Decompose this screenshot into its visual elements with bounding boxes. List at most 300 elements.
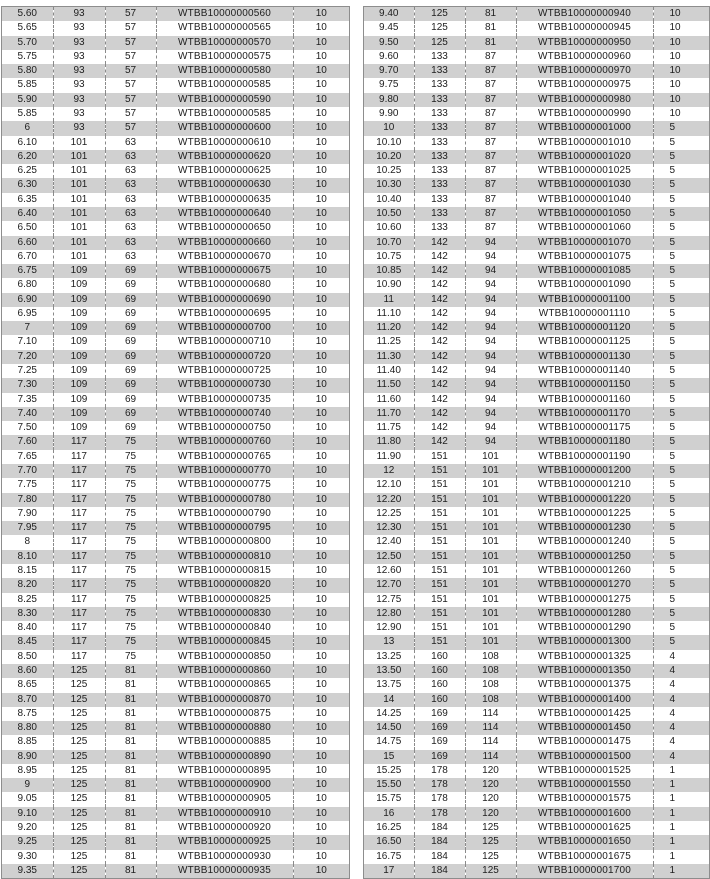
table-row (2, 21, 349, 35)
code-cell: WTBB10000001350 (516, 664, 653, 678)
left-table-body (2, 7, 349, 878)
diameter-cell: 10.20 (364, 150, 414, 164)
qty-cell: 5 (653, 635, 709, 649)
col2-cell: 93 (53, 7, 105, 21)
diameter-cell: 11.25 (376, 336, 401, 348)
code-cell: WTBB10000000580 (156, 64, 293, 78)
col2-cell: 109 (53, 321, 105, 335)
qty-cell: 5 (653, 193, 709, 207)
qty-cell: 10 (293, 821, 349, 835)
qty-cell: 1 (653, 807, 709, 821)
col3-cell: 94 (465, 293, 516, 307)
col3-cell: 63 (105, 178, 156, 192)
code-cell: WTBB10000000620 (156, 150, 293, 164)
code-cell: WTBB10000000885 (156, 735, 293, 749)
diameter-cell: 6.80 (17, 279, 37, 291)
diameter-cell: 6.35 (17, 193, 37, 205)
code-cell: WTBB10000001085 (516, 264, 653, 278)
right-spec-table (364, 7, 709, 878)
col3-cell: 114 (465, 707, 516, 721)
diameter-cell: 12.60 (376, 564, 402, 576)
col3-cell: 120 (465, 792, 516, 806)
col3-cell: 108 (465, 664, 516, 678)
col3-cell: 101 (465, 593, 516, 607)
qty-cell: 10 (293, 493, 349, 507)
col3-cell: 94 (465, 393, 516, 407)
code-cell: WTBB10000001650 (516, 835, 653, 849)
col3-cell: 94 (465, 321, 516, 335)
table-row (364, 578, 709, 592)
col2-cell: 125 (53, 807, 105, 821)
qty-cell: 10 (293, 621, 349, 635)
code-cell: WTBB10000001600 (516, 807, 653, 821)
qty-cell: 10 (293, 221, 349, 235)
table-row (364, 250, 709, 264)
qty-cell: 10 (293, 607, 349, 621)
col2-cell: 178 (414, 807, 465, 821)
table-row (364, 435, 709, 449)
qty-cell: 4 (653, 750, 709, 764)
code-cell: WTBB10000000710 (156, 335, 293, 349)
col3-cell: 87 (465, 121, 516, 135)
col3-cell: 81 (465, 21, 516, 35)
col2-cell: 93 (53, 121, 105, 135)
diameter-cell: 5.90 (2, 93, 53, 107)
qty-cell: 10 (653, 7, 709, 21)
diameter-cell: 7 (2, 321, 53, 335)
col3-cell: 57 (105, 7, 156, 21)
table-row (364, 807, 709, 821)
code-cell: WTBB10000000960 (516, 50, 653, 64)
table-row (2, 350, 349, 364)
table-row (364, 693, 709, 707)
code-cell: WTBB10000000640 (156, 207, 293, 221)
qty-cell: 10 (293, 450, 349, 464)
table-row (2, 364, 349, 378)
diameter-cell: 12.10 (376, 479, 402, 491)
qty-cell: 1 (653, 764, 709, 778)
table-row (364, 178, 709, 192)
col3-cell: 87 (465, 64, 516, 78)
code-cell: WTBB10000001175 (516, 421, 653, 435)
col2-cell: 142 (414, 264, 465, 278)
col2-cell: 133 (414, 221, 465, 235)
code-cell: WTBB10000000635 (156, 193, 293, 207)
diameter-cell: 11.75 (376, 422, 401, 434)
code-cell: WTBB10000000840 (156, 621, 293, 635)
col2-cell: 142 (414, 293, 465, 307)
table-row (2, 250, 349, 264)
code-cell: WTBB10000001070 (516, 236, 653, 250)
code-cell: WTBB10000000890 (156, 750, 293, 764)
table-row (2, 564, 349, 578)
table-row (364, 335, 709, 349)
col2-cell: 133 (414, 150, 465, 164)
table-row (364, 293, 709, 307)
code-cell: WTBB10000001325 (516, 650, 653, 664)
table-row (364, 650, 709, 664)
table-row (364, 864, 709, 878)
diameter-cell: 8.80 (2, 721, 53, 735)
col3-cell: 69 (105, 421, 156, 435)
qty-cell: 4 (653, 693, 709, 707)
code-cell: WTBB10000000650 (156, 221, 293, 235)
code-cell: WTBB10000000830 (156, 607, 293, 621)
col3-cell: 81 (105, 750, 156, 764)
diameter-cell: 6.90 (2, 293, 53, 307)
diameter-cell: 6 (2, 121, 53, 135)
col3-cell: 81 (465, 36, 516, 50)
col2-cell: 109 (53, 407, 105, 421)
diameter-cell: 8.15 (17, 564, 37, 576)
table-row (2, 464, 349, 478)
col2-cell: 160 (414, 678, 465, 692)
qty-cell: 10 (293, 93, 349, 107)
qty-cell: 5 (653, 221, 709, 235)
col3-cell: 57 (105, 121, 156, 135)
code-cell: WTBB10000001260 (516, 564, 653, 578)
diameter-cell: 11.50 (364, 378, 414, 392)
qty-cell: 5 (653, 421, 709, 435)
code-cell: WTBB10000001375 (516, 678, 653, 692)
diameter-cell: 6.30 (2, 178, 53, 192)
code-cell: WTBB10000001575 (516, 792, 653, 806)
col2-cell: 133 (414, 178, 465, 192)
code-cell: WTBB10000000975 (516, 78, 653, 92)
diameter-cell: 7.30 (2, 378, 53, 392)
code-cell: WTBB10000001525 (516, 764, 653, 778)
diameter-cell: 8.70 (2, 693, 53, 707)
code-cell: WTBB10000001475 (516, 735, 653, 749)
col3-cell: 101 (465, 464, 516, 478)
col3-cell: 94 (465, 307, 516, 321)
col2-cell: 133 (414, 164, 465, 178)
col2-cell: 125 (53, 707, 105, 721)
col2-cell: 133 (414, 136, 465, 150)
col2-cell: 101 (53, 221, 105, 235)
col3-cell: 94 (465, 335, 516, 349)
col2-cell: 117 (53, 464, 105, 478)
qty-cell: 10 (293, 178, 349, 192)
diameter-cell: 7.25 (17, 365, 37, 377)
col3-cell: 87 (465, 193, 516, 207)
qty-cell: 5 (653, 578, 709, 592)
col2-cell: 142 (414, 321, 465, 335)
table-row (2, 164, 349, 178)
col2-cell: 133 (414, 64, 465, 78)
table-row (364, 635, 709, 649)
col3-cell: 101 (465, 564, 516, 578)
diameter-cell: 9.50 (364, 36, 414, 50)
diameter-cell: 6.70 (17, 250, 37, 262)
col2-cell: 151 (414, 635, 465, 649)
col2-cell: 93 (53, 107, 105, 121)
qty-cell: 10 (293, 293, 349, 307)
table-row (364, 78, 709, 92)
col2-cell: 125 (53, 750, 105, 764)
col2-cell: 184 (414, 835, 465, 849)
table-row (364, 50, 709, 64)
qty-cell: 10 (293, 507, 349, 521)
qty-cell: 10 (293, 850, 349, 864)
diameter-cell: 10.60 (376, 222, 402, 234)
col3-cell: 81 (105, 693, 156, 707)
table-row (2, 50, 349, 64)
col3-cell: 120 (465, 778, 516, 792)
col2-cell: 142 (414, 307, 465, 321)
qty-cell: 10 (653, 64, 709, 78)
diameter-cell: 8.85 (17, 736, 37, 748)
table-row (364, 750, 709, 764)
col3-cell: 75 (105, 607, 156, 621)
col2-cell: 109 (53, 393, 105, 407)
col3-cell: 57 (105, 78, 156, 92)
col2-cell: 151 (414, 478, 465, 492)
code-cell: WTBB10000001280 (516, 607, 653, 621)
qty-cell: 5 (653, 136, 709, 150)
col3-cell: 94 (465, 264, 516, 278)
code-cell: WTBB10000001625 (516, 821, 653, 835)
code-cell: WTBB10000001025 (516, 164, 653, 178)
col2-cell: 101 (53, 193, 105, 207)
diameter-cell: 11.40 (376, 365, 401, 377)
col3-cell: 75 (105, 564, 156, 578)
col3-cell: 114 (465, 750, 516, 764)
col3-cell: 125 (465, 850, 516, 864)
qty-cell: 10 (293, 578, 349, 592)
code-cell: WTBB10000001200 (516, 464, 653, 478)
table-row (2, 578, 349, 592)
diameter-cell: 14.50 (364, 721, 414, 735)
col3-cell: 114 (465, 735, 516, 749)
diameter-cell: 11 (364, 293, 414, 307)
code-cell: WTBB10000000930 (156, 850, 293, 864)
qty-cell: 5 (653, 236, 709, 250)
col2-cell: 142 (414, 250, 465, 264)
qty-cell: 10 (293, 236, 349, 250)
diameter-cell: 11.80 (364, 435, 414, 449)
qty-cell: 10 (293, 21, 349, 35)
col3-cell: 81 (105, 807, 156, 821)
col2-cell: 117 (53, 478, 105, 492)
col3-cell: 81 (105, 721, 156, 735)
code-cell: WTBB10000000630 (156, 178, 293, 192)
code-cell: WTBB10000000795 (156, 521, 293, 535)
col2-cell: 133 (414, 107, 465, 121)
col3-cell: 87 (465, 178, 516, 192)
col2-cell: 142 (414, 393, 465, 407)
code-cell: WTBB10000000720 (156, 350, 293, 364)
col2-cell: 117 (53, 435, 105, 449)
code-cell: WTBB10000000660 (156, 236, 293, 250)
qty-cell: 10 (293, 307, 349, 321)
col3-cell: 94 (465, 435, 516, 449)
col2-cell: 93 (53, 36, 105, 50)
qty-cell: 10 (293, 278, 349, 292)
diameter-cell: 5.75 (17, 50, 37, 62)
col3-cell: 81 (105, 864, 156, 878)
qty-cell: 10 (293, 835, 349, 849)
diameter-cell: 14.75 (376, 736, 402, 748)
code-cell: WTBB10000000700 (156, 321, 293, 335)
code-cell: WTBB10000000565 (156, 21, 293, 35)
col3-cell: 81 (105, 778, 156, 792)
col3-cell: 75 (105, 464, 156, 478)
col2-cell: 93 (53, 64, 105, 78)
col3-cell: 75 (105, 521, 156, 535)
code-cell: WTBB10000000590 (156, 93, 293, 107)
code-cell: WTBB10000000820 (156, 578, 293, 592)
table-row (2, 335, 349, 349)
col2-cell: 93 (53, 50, 105, 64)
table-row (2, 321, 349, 335)
col2-cell: 125 (53, 664, 105, 678)
col3-cell: 63 (105, 250, 156, 264)
col2-cell: 151 (414, 550, 465, 564)
code-cell: WTBB10000001180 (516, 435, 653, 449)
code-cell: WTBB10000000800 (156, 535, 293, 549)
table-row (2, 150, 349, 164)
col3-cell: 120 (465, 807, 516, 821)
code-cell: WTBB10000000790 (156, 507, 293, 521)
col3-cell: 94 (465, 407, 516, 421)
code-cell: WTBB10000000725 (156, 364, 293, 378)
code-cell: WTBB10000000570 (156, 36, 293, 50)
code-cell: WTBB10000000895 (156, 764, 293, 778)
diameter-cell: 7.20 (2, 350, 53, 364)
code-cell: WTBB10000001010 (516, 136, 653, 150)
table-row (2, 750, 349, 764)
col2-cell: 117 (53, 607, 105, 621)
table-row (364, 121, 709, 135)
qty-cell: 4 (653, 721, 709, 735)
col2-cell: 169 (414, 707, 465, 721)
table-row (364, 207, 709, 221)
col2-cell: 117 (53, 493, 105, 507)
table-row (364, 835, 709, 849)
diameter-cell: 15.75 (376, 793, 402, 805)
diameter-cell: 16.75 (376, 850, 402, 862)
diameter-cell: 6.20 (2, 150, 53, 164)
col3-cell: 57 (105, 93, 156, 107)
table-row (364, 350, 709, 364)
code-cell: WTBB10000000690 (156, 293, 293, 307)
code-cell: WTBB10000000750 (156, 421, 293, 435)
qty-cell: 4 (653, 707, 709, 721)
table-row (2, 136, 349, 150)
qty-cell: 5 (653, 293, 709, 307)
col2-cell: 151 (414, 564, 465, 578)
code-cell: WTBB10000000925 (156, 835, 293, 849)
col2-cell: 133 (414, 93, 465, 107)
code-cell: WTBB10000000760 (156, 435, 293, 449)
qty-cell: 10 (293, 635, 349, 649)
code-cell: WTBB10000001700 (516, 864, 653, 878)
code-cell: WTBB10000001275 (516, 593, 653, 607)
left-spec-table (2, 7, 349, 878)
code-cell: WTBB10000001000 (516, 121, 653, 135)
col2-cell: 151 (414, 607, 465, 621)
diameter-cell: 13 (364, 635, 414, 649)
diameter-cell: 12.80 (364, 607, 414, 621)
diameter-cell: 8.40 (17, 622, 37, 634)
table-row (2, 735, 349, 749)
col3-cell: 94 (465, 350, 516, 364)
code-cell: WTBB10000001020 (516, 150, 653, 164)
table-row (2, 221, 349, 235)
col3-cell: 57 (105, 21, 156, 35)
col2-cell: 142 (414, 421, 465, 435)
diameter-cell: 10.25 (376, 165, 402, 177)
col3-cell: 101 (465, 450, 516, 464)
code-cell: WTBB10000001050 (516, 207, 653, 221)
qty-cell: 10 (293, 678, 349, 692)
code-cell: WTBB10000000600 (156, 121, 293, 135)
table-row (364, 364, 709, 378)
col2-cell: 160 (414, 664, 465, 678)
qty-cell: 10 (653, 50, 709, 64)
col3-cell: 69 (105, 335, 156, 349)
diameter-cell: 5.80 (2, 64, 53, 78)
qty-cell: 10 (293, 136, 349, 150)
col2-cell: 133 (414, 78, 465, 92)
table-row (2, 593, 349, 607)
col2-cell: 109 (53, 350, 105, 364)
qty-cell: 4 (653, 664, 709, 678)
col2-cell: 117 (53, 550, 105, 564)
qty-cell: 10 (293, 393, 349, 407)
qty-cell: 5 (653, 564, 709, 578)
table-row (364, 678, 709, 692)
qty-cell: 10 (293, 150, 349, 164)
code-cell: WTBB10000001160 (516, 393, 653, 407)
diameter-cell: 9.70 (364, 64, 414, 78)
diameter-cell: 10.90 (376, 279, 402, 291)
qty-cell: 5 (653, 321, 709, 335)
diameter-cell: 7.75 (17, 479, 37, 491)
table-row (364, 150, 709, 164)
col2-cell: 178 (414, 792, 465, 806)
table-row (2, 178, 349, 192)
qty-cell: 10 (293, 864, 349, 878)
col3-cell: 75 (105, 635, 156, 649)
diameter-cell: 12 (364, 464, 414, 478)
col2-cell: 125 (53, 735, 105, 749)
diameter-cell: 12.20 (364, 493, 414, 507)
diameter-cell: 14.25 (376, 707, 402, 719)
qty-cell: 5 (653, 207, 709, 221)
table-row (2, 493, 349, 507)
col3-cell: 75 (105, 435, 156, 449)
col2-cell: 142 (414, 364, 465, 378)
diameter-cell: 16.50 (364, 835, 414, 849)
col3-cell: 87 (465, 107, 516, 121)
table-row (364, 464, 709, 478)
qty-cell: 10 (293, 464, 349, 478)
diameter-cell: 7.80 (2, 493, 53, 507)
table-row (364, 478, 709, 492)
qty-cell: 10 (293, 78, 349, 92)
qty-cell: 5 (653, 593, 709, 607)
qty-cell: 10 (293, 750, 349, 764)
col2-cell: 109 (53, 364, 105, 378)
diameter-cell: 17 (364, 864, 414, 878)
table-row (364, 521, 709, 535)
qty-cell: 5 (653, 164, 709, 178)
qty-cell: 10 (293, 350, 349, 364)
col2-cell: 109 (53, 378, 105, 392)
qty-cell: 10 (293, 421, 349, 435)
